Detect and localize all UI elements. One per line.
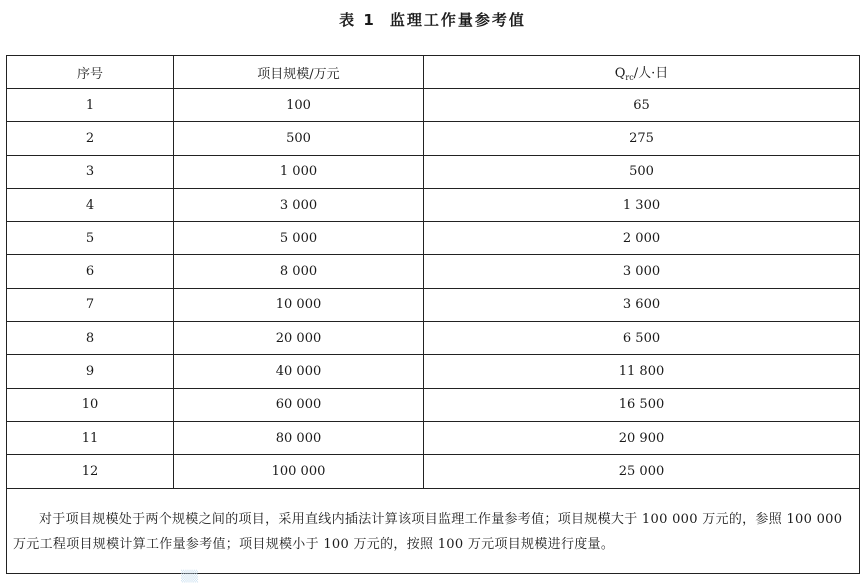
cell-seq: 9 (7, 355, 174, 388)
note-cell (7, 488, 860, 573)
cell-scale: 500 (174, 122, 424, 155)
cell-scale: 60 000 (174, 388, 424, 421)
note-text: 对于项目规模处于两个规模之间的项目，采用直线内插法计算该项目监理工作量参考值；项目规模大于 100 000 万元的，参照 100 000 万元工程项目规模计算工作量参考值；项目规模小于 100 万元的，按照 100 万元项目规模进行度量。 (13, 511, 843, 552)
table-row (7, 222, 860, 255)
cell-scale: 100 (174, 89, 424, 122)
cell-scale: 1 000 (174, 155, 424, 188)
reference-table (6, 55, 860, 574)
cell-seq: 10 (7, 388, 174, 421)
cell-seq: 7 (7, 288, 174, 321)
table-row (7, 455, 860, 488)
header-seq: 序号 (7, 56, 174, 89)
q-unit: /人·日 (633, 66, 669, 81)
cell-q: 500 (424, 155, 860, 188)
table-row (7, 288, 860, 321)
cell-q: 16 500 (424, 388, 860, 421)
table-row (7, 355, 860, 388)
cell-scale: 10 000 (174, 288, 424, 321)
table-row (7, 388, 860, 421)
table-row (7, 188, 860, 221)
table-row (7, 255, 860, 288)
note-row (7, 488, 860, 573)
cell-q: 25 000 (424, 455, 860, 488)
cell-seq: 5 (7, 222, 174, 255)
cell-seq: 4 (7, 188, 174, 221)
cell-scale: 3 000 (174, 188, 424, 221)
table-row (7, 322, 860, 355)
cell-seq: 2 (7, 122, 174, 155)
cell-scale: 80 000 (174, 421, 424, 454)
table-row (7, 155, 860, 188)
q-symbol: Q (614, 66, 626, 81)
cell-scale: 100 000 (174, 455, 424, 488)
table-row (7, 421, 860, 454)
cell-scale: 20 000 (174, 322, 424, 355)
cell-q: 20 900 (424, 421, 860, 454)
header-q (424, 56, 860, 89)
cell-q: 275 (424, 122, 860, 155)
cell-q: 6 500 (424, 322, 860, 355)
q-subscript: rc (625, 73, 634, 82)
cell-scale: 40 000 (174, 355, 424, 388)
cell-scale: 5 000 (174, 222, 424, 255)
header-scale: 项目规模/万元 (174, 56, 424, 89)
header-row (7, 56, 860, 89)
cell-seq: 11 (7, 421, 174, 454)
table-title-text: 监理工作量参考值 (389, 11, 526, 29)
cell-seq: 8 (7, 322, 174, 355)
cell-q: 1 300 (424, 188, 860, 221)
cell-q: 3 600 (424, 288, 860, 321)
cell-seq: 6 (7, 255, 174, 288)
cell-q: 11 800 (424, 355, 860, 388)
table-row (7, 122, 860, 155)
cell-q: 2 000 (424, 222, 860, 255)
table-title (0, 9, 865, 30)
cell-scale: 8 000 (174, 255, 424, 288)
cell-seq: 1 (7, 89, 174, 122)
cell-q: 65 (424, 89, 860, 122)
watermark-icon: ▒▒ (181, 570, 198, 583)
cell-seq: 12 (7, 455, 174, 488)
table-row (7, 89, 860, 122)
cell-seq: 3 (7, 155, 174, 188)
cell-q: 3 000 (424, 255, 860, 288)
table-number: 表 1 (339, 11, 376, 29)
